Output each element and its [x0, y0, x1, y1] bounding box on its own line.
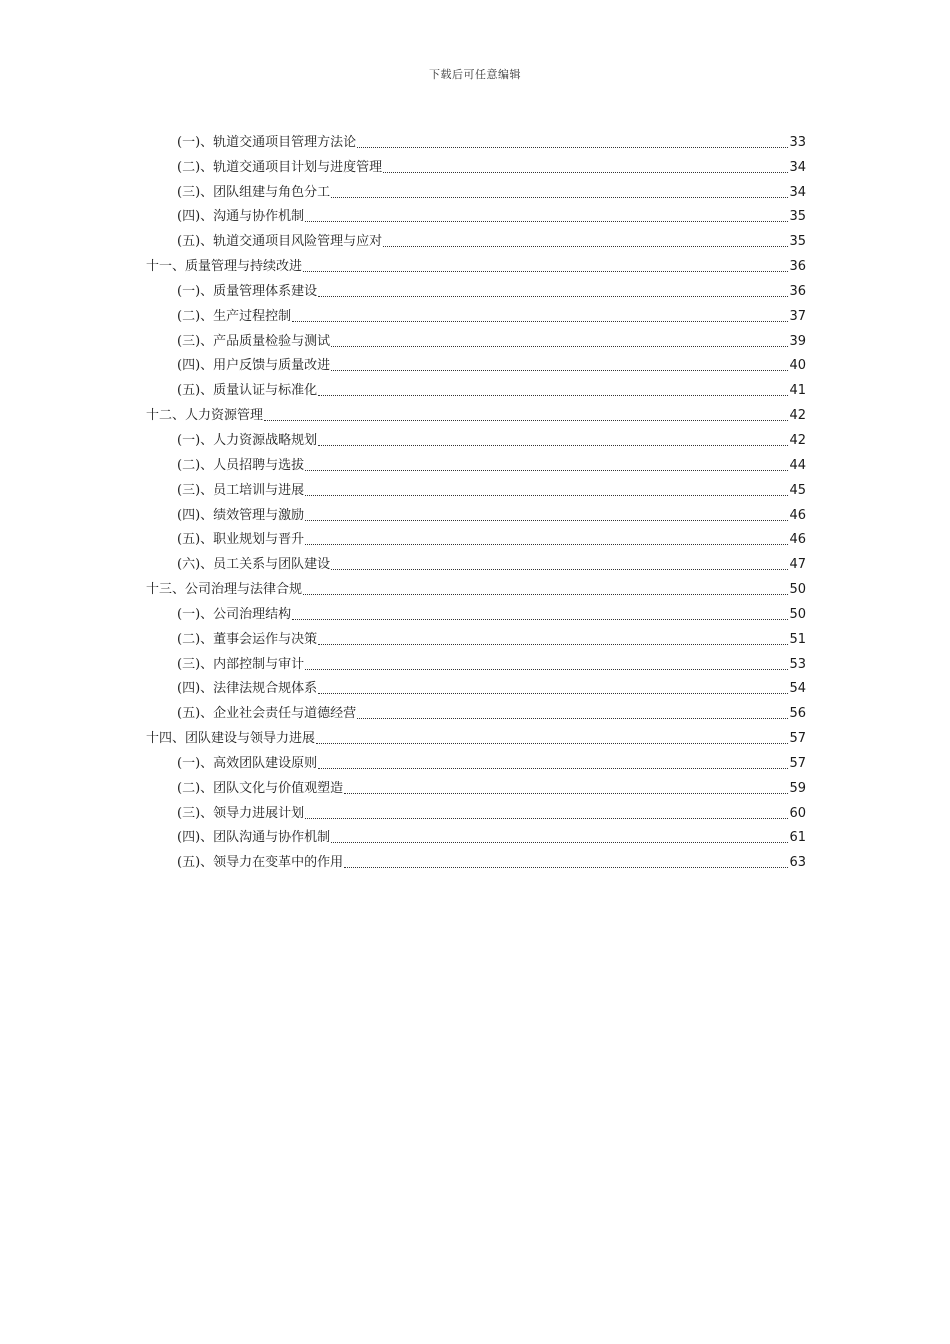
toc-page-number: 40	[789, 358, 806, 374]
toc-dot-leader	[357, 147, 788, 148]
toc-dot-leader	[303, 594, 788, 595]
toc-page-number: 39	[789, 333, 806, 349]
toc-page-number: 46	[789, 532, 806, 548]
toc-page-number: 50	[789, 606, 806, 622]
toc-entry-title: 十四、团队建设与领导力进展	[146, 731, 316, 747]
toc-entry-title: (二)、董事会运作与决策	[177, 631, 318, 647]
toc-dot-leader	[344, 867, 788, 868]
toc-dot-leader	[344, 793, 788, 794]
toc-page-number: 42	[789, 408, 806, 424]
toc-page-number: 53	[789, 656, 806, 672]
toc-page-number: 54	[789, 681, 806, 697]
toc-section-entry[interactable]	[146, 673, 806, 698]
toc-entry-title: 十三、公司治理与法律合规	[146, 582, 303, 598]
toc-dot-leader	[305, 520, 788, 521]
toc-section-entry[interactable]	[146, 772, 806, 797]
toc-entry-title: (三)、团队组建与角色分工	[177, 184, 331, 200]
toc-page-number: 50	[789, 582, 806, 598]
toc-section-entry[interactable]	[146, 474, 806, 499]
toc-entry-title: (四)、团队沟通与协作机制	[177, 830, 331, 846]
toc-chapter-entry[interactable]	[146, 250, 806, 275]
toc-chapter-entry[interactable]	[146, 399, 806, 424]
table-of-contents	[146, 126, 806, 871]
toc-section-entry[interactable]	[146, 225, 806, 250]
toc-dot-leader	[318, 693, 788, 694]
toc-section-entry[interactable]	[146, 176, 806, 201]
toc-page-number: 33	[789, 134, 806, 150]
toc-section-entry[interactable]	[146, 822, 806, 847]
toc-section-entry[interactable]	[146, 524, 806, 549]
toc-section-entry[interactable]	[146, 275, 806, 300]
toc-entry-title: (五)、质量认证与标准化	[177, 383, 318, 399]
toc-entry-title: 十一、质量管理与持续改进	[146, 259, 303, 275]
toc-section-entry[interactable]	[146, 374, 806, 399]
toc-page-number: 51	[789, 631, 806, 647]
toc-dot-leader	[383, 172, 788, 173]
toc-section-entry[interactable]	[146, 126, 806, 151]
toc-section-entry[interactable]	[146, 797, 806, 822]
toc-section-entry[interactable]	[146, 151, 806, 176]
toc-dot-leader	[303, 271, 788, 272]
toc-dot-leader	[318, 768, 788, 769]
toc-page-number: 46	[789, 507, 806, 523]
toc-dot-leader	[383, 246, 788, 247]
toc-entry-title: (三)、员工培训与进展	[177, 482, 305, 498]
toc-page-number: 41	[789, 383, 806, 399]
toc-entry-title: (四)、法律法规合规体系	[177, 681, 318, 697]
toc-section-entry[interactable]	[146, 325, 806, 350]
toc-dot-leader	[318, 395, 788, 396]
toc-entry-title: 十二、人力资源管理	[146, 408, 264, 424]
toc-page-number: 42	[789, 432, 806, 448]
toc-page-number: 45	[789, 482, 806, 498]
toc-entry-title: (一)、高效团队建设原则	[177, 755, 318, 771]
toc-section-entry[interactable]	[146, 201, 806, 226]
toc-entry-title: (一)、质量管理体系建设	[177, 283, 318, 299]
toc-entry-title: (三)、内部控制与审计	[177, 656, 305, 672]
toc-dot-leader	[292, 619, 788, 620]
toc-chapter-entry[interactable]	[146, 573, 806, 598]
toc-dot-leader	[305, 495, 788, 496]
toc-entry-title: (六)、员工关系与团队建设	[177, 557, 331, 573]
toc-dot-leader	[331, 197, 788, 198]
toc-section-entry[interactable]	[146, 598, 806, 623]
toc-entry-title: (五)、企业社会责任与道德经营	[177, 706, 357, 722]
toc-page-number: 60	[789, 805, 806, 821]
toc-page-number: 36	[789, 259, 806, 275]
toc-section-entry[interactable]	[146, 424, 806, 449]
toc-dot-leader	[305, 669, 788, 670]
toc-entry-title: (三)、领导力进展计划	[177, 805, 305, 821]
toc-entry-title: (一)、公司治理结构	[177, 606, 292, 622]
toc-dot-leader	[292, 321, 788, 322]
toc-dot-leader	[318, 445, 788, 446]
toc-dot-leader	[331, 370, 788, 371]
toc-entry-title: (四)、沟通与协作机制	[177, 209, 305, 225]
toc-entry-title: (二)、生产过程控制	[177, 308, 292, 324]
toc-page-number: 36	[789, 283, 806, 299]
toc-section-entry[interactable]	[146, 300, 806, 325]
toc-dot-leader	[318, 296, 788, 297]
toc-page-number: 35	[789, 209, 806, 225]
toc-section-entry[interactable]	[146, 350, 806, 375]
toc-page-number: 61	[789, 830, 806, 846]
toc-chapter-entry[interactable]	[146, 722, 806, 747]
toc-page-number: 56	[789, 706, 806, 722]
toc-section-entry[interactable]	[146, 846, 806, 871]
toc-dot-leader	[331, 842, 788, 843]
toc-page-number: 59	[789, 780, 806, 796]
toc-dot-leader	[305, 818, 788, 819]
toc-section-entry[interactable]	[146, 499, 806, 524]
toc-dot-leader	[318, 644, 788, 645]
toc-entry-title: (一)、人力资源战略规划	[177, 432, 318, 448]
toc-page-number: 47	[789, 557, 806, 573]
toc-entry-title: (二)、人员招聘与选拔	[177, 457, 305, 473]
toc-dot-leader	[316, 743, 788, 744]
toc-dot-leader	[305, 470, 788, 471]
toc-dot-leader	[331, 346, 788, 347]
toc-section-entry[interactable]	[146, 747, 806, 772]
toc-entry-title: (三)、产品质量检验与测试	[177, 333, 331, 349]
toc-section-entry[interactable]	[146, 623, 806, 648]
toc-page-number: 37	[789, 308, 806, 324]
toc-dot-leader	[331, 569, 788, 570]
toc-entry-title: (五)、轨道交通项目风险管理与应对	[177, 234, 383, 250]
toc-entry-title: (五)、职业规划与晋升	[177, 532, 305, 548]
toc-dot-leader	[305, 544, 788, 545]
toc-entry-title: (二)、团队文化与价值观塑造	[177, 780, 344, 796]
toc-entry-title: (二)、轨道交通项目计划与进度管理	[177, 159, 383, 175]
toc-entry-title: (四)、绩效管理与激励	[177, 507, 305, 523]
toc-page-number: 34	[789, 184, 806, 200]
toc-entry-title: (四)、用户反馈与质量改进	[177, 358, 331, 374]
toc-section-entry[interactable]	[146, 648, 806, 673]
toc-section-entry[interactable]	[146, 548, 806, 573]
toc-section-entry[interactable]	[146, 449, 806, 474]
toc-page-number: 34	[789, 159, 806, 175]
toc-entry-title: (一)、轨道交通项目管理方法论	[177, 134, 357, 150]
page-header: 下载后可任意编辑	[429, 68, 521, 81]
toc-page-number: 63	[789, 855, 806, 871]
toc-page-number: 44	[789, 457, 806, 473]
toc-page-number: 57	[789, 755, 806, 771]
toc-dot-leader	[264, 420, 788, 421]
toc-section-entry[interactable]	[146, 697, 806, 722]
toc-page-number: 57	[789, 731, 806, 747]
toc-dot-leader	[357, 718, 788, 719]
toc-entry-title: (五)、领导力在变革中的作用	[177, 855, 344, 871]
toc-page-number: 35	[789, 234, 806, 250]
toc-dot-leader	[305, 221, 788, 222]
